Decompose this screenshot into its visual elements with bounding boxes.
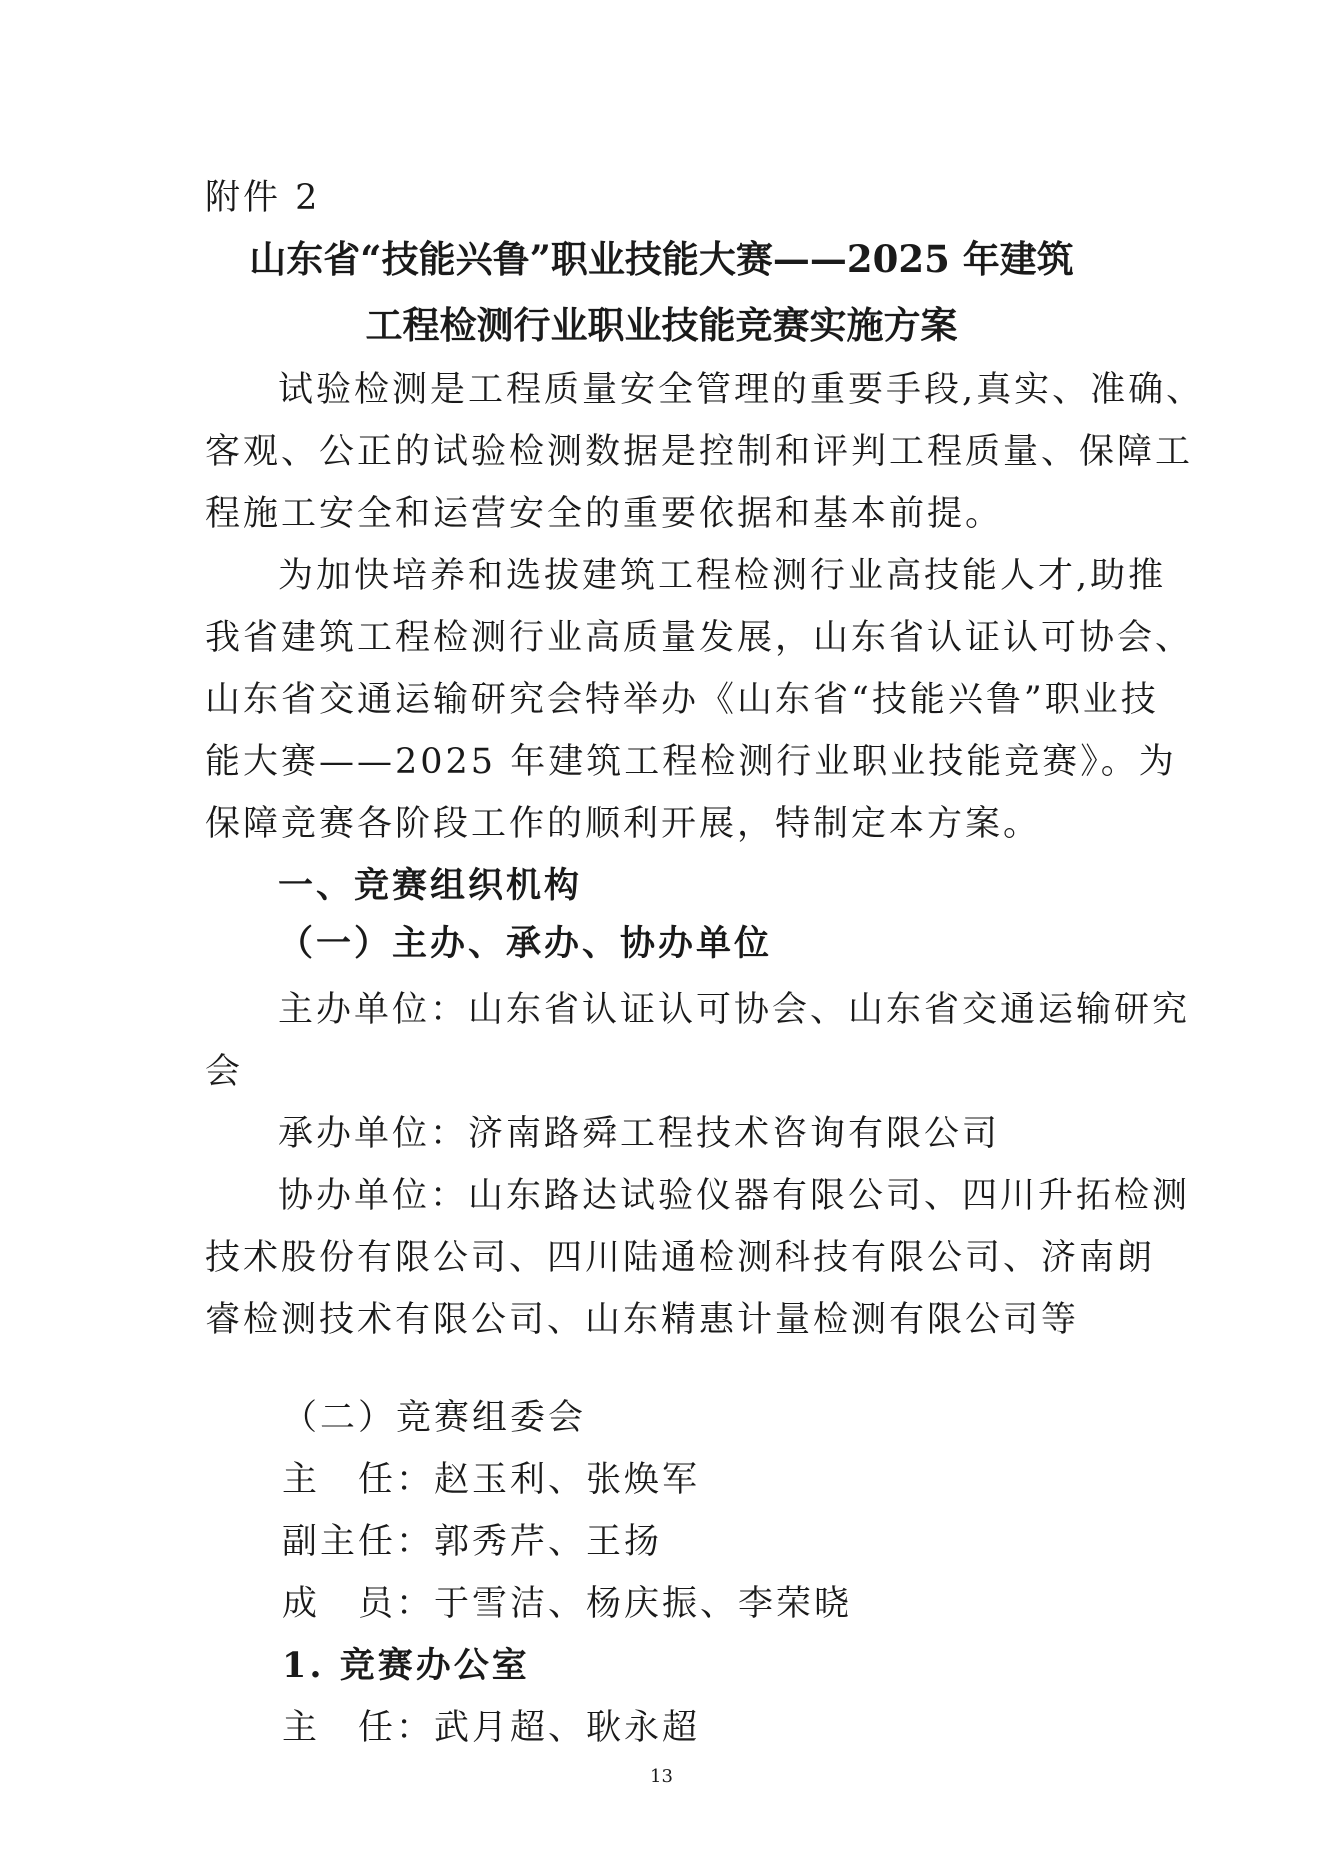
office-director-line: 主 任：武月超、耿永超: [282, 1708, 701, 1748]
paragraph-line: 山东省交通运输研究会特举办《山东省“技能兴鲁”职业技: [205, 680, 1159, 720]
organizer-line: 主办单位：山东省认证认可协会、山东省交通运输研究: [278, 990, 1191, 1030]
organizer-line: 会: [205, 1052, 244, 1092]
paragraph-line: 客观、公正的试验检测数据是控制和评判工程质量、保障工: [205, 432, 1194, 472]
office-heading: 1. 竞赛办公室: [282, 1645, 530, 1686]
members-line: 成 员：于雪洁、杨庆振、李荣晓: [282, 1584, 853, 1624]
paragraph-line: 为加快培养和选拔建筑工程检测行业高技能人才,助推: [278, 556, 1167, 596]
subsection-heading: （二）竞赛组委会: [282, 1398, 587, 1438]
page-number: 13: [650, 1766, 673, 1787]
paragraph-line: 保障竞赛各阶段工作的顺利开展，特制定本方案。: [205, 804, 1042, 844]
document-title-line-1: 山东省“技能兴鲁”职业技能大赛——2025 年建筑: [249, 237, 1074, 281]
paragraph-line: 试验检测是工程质量安全管理的重要手段,真实、准确、: [278, 370, 1205, 410]
paragraph-line: 能大赛——2025 年建筑工程检测行业职业技能竞赛》。为: [205, 742, 1177, 782]
co-organizer-line: 技术股份有限公司、四川陆通检测科技有限公司、济南朗: [205, 1238, 1156, 1278]
attachment-label: 附件 2: [205, 178, 321, 218]
director-line: 主 任：赵玉利、张焕军: [282, 1460, 701, 1500]
document-title-line-2: 工程检测行业职业技能竞赛实施方案: [365, 303, 958, 347]
subsection-heading: （一）主办、承办、协办单位: [278, 923, 773, 964]
paragraph-line: 我省建筑工程检测行业高质量发展，山东省认证认可协会、: [205, 618, 1194, 658]
section-heading: 一、竞赛组织机构: [278, 865, 583, 906]
co-organizer-line: 睿检测技术有限公司、山东精惠计量检测有限公司等: [205, 1300, 1080, 1340]
deputy-director-line: 副主任：郭秀芹、王扬: [282, 1522, 663, 1562]
undertaker-line: 承办单位：济南路舜工程技术咨询有限公司: [278, 1114, 1001, 1154]
co-organizer-line: 协办单位：山东路达试验仪器有限公司、四川升拓检测: [278, 1176, 1191, 1216]
paragraph-line: 程施工安全和运营安全的重要依据和基本前提。: [205, 494, 1004, 534]
